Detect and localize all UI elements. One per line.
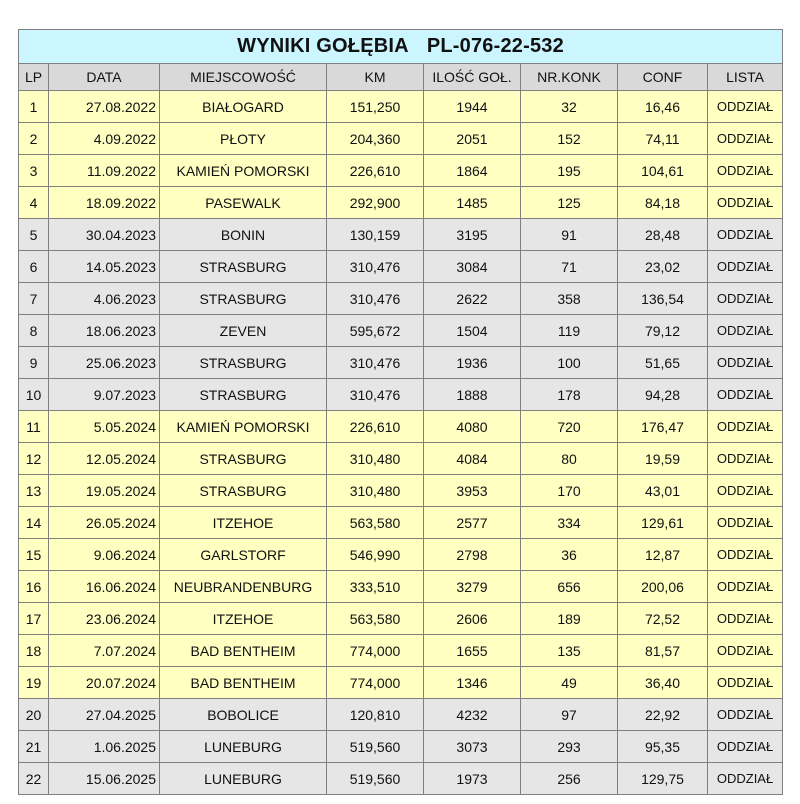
cell-km: 774,000 xyxy=(327,667,424,699)
header-row xyxy=(19,64,783,91)
cell-conf: 79,12 xyxy=(618,315,708,347)
cell-data: 16.06.2024 xyxy=(49,571,160,603)
cell-miejscowosc: ITZEHOE xyxy=(160,507,327,539)
header-nrkonk: NR.KONK xyxy=(521,64,618,91)
cell-nrkonk: 97 xyxy=(521,699,618,731)
cell-lp: 3 xyxy=(19,155,49,187)
table-row xyxy=(19,635,783,667)
cell-data: 30.04.2023 xyxy=(49,219,160,251)
table-row xyxy=(19,155,783,187)
cell-ilosc: 3279 xyxy=(424,571,521,603)
header-lista: LISTA xyxy=(708,64,783,91)
cell-conf: 129,75 xyxy=(618,763,708,795)
cell-nrkonk: 119 xyxy=(521,315,618,347)
table-row xyxy=(19,411,783,443)
cell-lista: ODDZIAŁ xyxy=(708,283,783,315)
header-data: DATA xyxy=(49,64,160,91)
cell-lista: ODDZIAŁ xyxy=(708,347,783,379)
cell-miejscowosc: STRASBURG xyxy=(160,379,327,411)
cell-data: 5.05.2024 xyxy=(49,411,160,443)
cell-miejscowosc: GARLSTORF xyxy=(160,539,327,571)
title-row xyxy=(19,30,783,64)
cell-lista: ODDZIAŁ xyxy=(708,411,783,443)
cell-ilosc: 4080 xyxy=(424,411,521,443)
cell-conf: 129,61 xyxy=(618,507,708,539)
cell-data: 18.06.2023 xyxy=(49,315,160,347)
cell-km: 595,672 xyxy=(327,315,424,347)
cell-lista: ODDZIAŁ xyxy=(708,443,783,475)
cell-nrkonk: 293 xyxy=(521,731,618,763)
table-row xyxy=(19,699,783,731)
cell-km: 310,476 xyxy=(327,347,424,379)
cell-lp: 13 xyxy=(19,475,49,507)
cell-km: 310,476 xyxy=(327,251,424,283)
cell-data: 4.09.2022 xyxy=(49,123,160,155)
cell-lp: 12 xyxy=(19,443,49,475)
table-row xyxy=(19,283,783,315)
cell-nrkonk: 91 xyxy=(521,219,618,251)
cell-nrkonk: 178 xyxy=(521,379,618,411)
table-row xyxy=(19,187,783,219)
cell-km: 519,560 xyxy=(327,763,424,795)
cell-km: 130,159 xyxy=(327,219,424,251)
table-row xyxy=(19,507,783,539)
cell-data: 23.06.2024 xyxy=(49,603,160,635)
cell-lista: ODDZIAŁ xyxy=(708,187,783,219)
cell-lista: ODDZIAŁ xyxy=(708,123,783,155)
cell-nrkonk: 135 xyxy=(521,635,618,667)
cell-nrkonk: 100 xyxy=(521,347,618,379)
cell-conf: 74,11 xyxy=(618,123,708,155)
cell-km: 310,476 xyxy=(327,379,424,411)
cell-miejscowosc: NEUBRANDENBURG xyxy=(160,571,327,603)
cell-ilosc: 4232 xyxy=(424,699,521,731)
cell-ilosc: 1346 xyxy=(424,667,521,699)
cell-km: 563,580 xyxy=(327,507,424,539)
cell-miejscowosc: LUNEBURG xyxy=(160,731,327,763)
header-ilosc: ILOŚĆ GOŁ. xyxy=(424,64,521,91)
cell-conf: 81,57 xyxy=(618,635,708,667)
cell-km: 310,476 xyxy=(327,283,424,315)
table-row xyxy=(19,347,783,379)
table-row xyxy=(19,667,783,699)
cell-miejscowosc: STRASBURG xyxy=(160,347,327,379)
results-sheet xyxy=(18,29,782,795)
cell-km: 519,560 xyxy=(327,731,424,763)
cell-km: 226,610 xyxy=(327,411,424,443)
cell-lp: 6 xyxy=(19,251,49,283)
cell-conf: 43,01 xyxy=(618,475,708,507)
cell-ilosc: 2051 xyxy=(424,123,521,155)
cell-miejscowosc: PŁOTY xyxy=(160,123,327,155)
cell-lista: ODDZIAŁ xyxy=(708,251,783,283)
cell-conf: 176,47 xyxy=(618,411,708,443)
cell-miejscowosc: KAMIEŃ POMORSKI xyxy=(160,411,327,443)
cell-lista: ODDZIAŁ xyxy=(708,507,783,539)
cell-lista: ODDZIAŁ xyxy=(708,219,783,251)
cell-data: 14.05.2023 xyxy=(49,251,160,283)
cell-data: 15.06.2025 xyxy=(49,763,160,795)
cell-km: 563,580 xyxy=(327,603,424,635)
cell-lista: ODDZIAŁ xyxy=(708,571,783,603)
cell-lp: 2 xyxy=(19,123,49,155)
cell-lista: ODDZIAŁ xyxy=(708,539,783,571)
cell-lista: ODDZIAŁ xyxy=(708,379,783,411)
cell-km: 774,000 xyxy=(327,635,424,667)
cell-conf: 95,35 xyxy=(618,731,708,763)
cell-nrkonk: 720 xyxy=(521,411,618,443)
cell-km: 204,360 xyxy=(327,123,424,155)
cell-lista: ODDZIAŁ xyxy=(708,91,783,123)
cell-nrkonk: 189 xyxy=(521,603,618,635)
cell-data: 26.05.2024 xyxy=(49,507,160,539)
cell-data: 7.07.2024 xyxy=(49,635,160,667)
cell-data: 1.06.2025 xyxy=(49,731,160,763)
table-row xyxy=(19,251,783,283)
cell-data: 19.05.2024 xyxy=(49,475,160,507)
cell-data: 4.06.2023 xyxy=(49,283,160,315)
cell-ilosc: 4084 xyxy=(424,443,521,475)
cell-conf: 16,46 xyxy=(618,91,708,123)
cell-lp: 15 xyxy=(19,539,49,571)
cell-nrkonk: 71 xyxy=(521,251,618,283)
table-row xyxy=(19,379,783,411)
cell-lp: 9 xyxy=(19,347,49,379)
table-row xyxy=(19,763,783,795)
cell-nrkonk: 170 xyxy=(521,475,618,507)
cell-data: 11.09.2022 xyxy=(49,155,160,187)
cell-lp: 7 xyxy=(19,283,49,315)
table-row xyxy=(19,123,783,155)
cell-lp: 11 xyxy=(19,411,49,443)
cell-lista: ODDZIAŁ xyxy=(708,763,783,795)
table-row xyxy=(19,571,783,603)
cell-nrkonk: 32 xyxy=(521,91,618,123)
cell-nrkonk: 49 xyxy=(521,667,618,699)
cell-conf: 12,87 xyxy=(618,539,708,571)
cell-miejscowosc: ITZEHOE xyxy=(160,603,327,635)
cell-lista: ODDZIAŁ xyxy=(708,603,783,635)
table-body xyxy=(19,91,783,795)
cell-miejscowosc: STRASBURG xyxy=(160,283,327,315)
cell-data: 9.06.2024 xyxy=(49,539,160,571)
cell-miejscowosc: LUNEBURG xyxy=(160,763,327,795)
cell-lista: ODDZIAŁ xyxy=(708,475,783,507)
cell-miejscowosc: BAD BENTHEIM xyxy=(160,635,327,667)
cell-lista: ODDZIAŁ xyxy=(708,155,783,187)
cell-km: 333,510 xyxy=(327,571,424,603)
table-row xyxy=(19,315,783,347)
cell-nrkonk: 358 xyxy=(521,283,618,315)
header-miejscowosc: MIEJSCOWOŚĆ xyxy=(160,64,327,91)
cell-lp: 5 xyxy=(19,219,49,251)
cell-km: 310,480 xyxy=(327,475,424,507)
table-row xyxy=(19,219,783,251)
table-row xyxy=(19,91,783,123)
cell-data: 18.09.2022 xyxy=(49,187,160,219)
cell-km: 292,900 xyxy=(327,187,424,219)
cell-ilosc: 2577 xyxy=(424,507,521,539)
cell-miejscowosc: BIAŁOGARD xyxy=(160,91,327,123)
header-lp: LP xyxy=(19,64,49,91)
cell-data: 27.08.2022 xyxy=(49,91,160,123)
cell-conf: 22,92 xyxy=(618,699,708,731)
cell-lp: 17 xyxy=(19,603,49,635)
cell-miejscowosc: KAMIEŃ POMORSKI xyxy=(160,155,327,187)
cell-ilosc: 3195 xyxy=(424,219,521,251)
cell-lp: 1 xyxy=(19,91,49,123)
cell-data: 25.06.2023 xyxy=(49,347,160,379)
header-km: KM xyxy=(327,64,424,91)
cell-nrkonk: 195 xyxy=(521,155,618,187)
cell-ilosc: 1936 xyxy=(424,347,521,379)
cell-nrkonk: 80 xyxy=(521,443,618,475)
cell-miejscowosc: BOBOLICE xyxy=(160,699,327,731)
cell-lista: ODDZIAŁ xyxy=(708,699,783,731)
cell-conf: 28,48 xyxy=(618,219,708,251)
cell-miejscowosc: BONIN xyxy=(160,219,327,251)
table-row xyxy=(19,475,783,507)
cell-nrkonk: 334 xyxy=(521,507,618,539)
cell-km: 310,480 xyxy=(327,443,424,475)
cell-ilosc: 1944 xyxy=(424,91,521,123)
cell-lp: 14 xyxy=(19,507,49,539)
cell-miejscowosc: ZEVEN xyxy=(160,315,327,347)
cell-ilosc: 2798 xyxy=(424,539,521,571)
title-text: WYNIKI GOŁĘBIA xyxy=(237,35,409,57)
cell-ilosc: 2622 xyxy=(424,283,521,315)
cell-ilosc: 2606 xyxy=(424,603,521,635)
cell-km: 151,250 xyxy=(327,91,424,123)
cell-lp: 18 xyxy=(19,635,49,667)
cell-data: 12.05.2024 xyxy=(49,443,160,475)
table-row xyxy=(19,443,783,475)
cell-data: 27.04.2025 xyxy=(49,699,160,731)
cell-nrkonk: 152 xyxy=(521,123,618,155)
cell-lp: 10 xyxy=(19,379,49,411)
cell-km: 226,610 xyxy=(327,155,424,187)
cell-nrkonk: 256 xyxy=(521,763,618,795)
cell-ilosc: 1485 xyxy=(424,187,521,219)
cell-ilosc: 3953 xyxy=(424,475,521,507)
cell-lista: ODDZIAŁ xyxy=(708,315,783,347)
cell-nrkonk: 125 xyxy=(521,187,618,219)
cell-data: 20.07.2024 xyxy=(49,667,160,699)
cell-conf: 19,59 xyxy=(618,443,708,475)
cell-ilosc: 1864 xyxy=(424,155,521,187)
cell-conf: 84,18 xyxy=(618,187,708,219)
cell-conf: 23,02 xyxy=(618,251,708,283)
cell-km: 120,810 xyxy=(327,699,424,731)
table-row xyxy=(19,731,783,763)
cell-conf: 200,06 xyxy=(618,571,708,603)
cell-miejscowosc: PASEWALK xyxy=(160,187,327,219)
cell-conf: 36,40 xyxy=(618,667,708,699)
table-row xyxy=(19,603,783,635)
cell-km: 546,990 xyxy=(327,539,424,571)
results-table xyxy=(18,29,783,795)
cell-data: 9.07.2023 xyxy=(49,379,160,411)
pigeon-ring-code: PL-076-22-532 xyxy=(426,35,564,57)
cell-lista: ODDZIAŁ xyxy=(708,731,783,763)
cell-miejscowosc: STRASBURG xyxy=(160,251,327,283)
cell-lp: 20 xyxy=(19,699,49,731)
cell-nrkonk: 656 xyxy=(521,571,618,603)
cell-ilosc: 3084 xyxy=(424,251,521,283)
cell-miejscowosc: BAD BENTHEIM xyxy=(160,667,327,699)
cell-ilosc: 1888 xyxy=(424,379,521,411)
cell-ilosc: 3073 xyxy=(424,731,521,763)
cell-conf: 94,28 xyxy=(618,379,708,411)
header-conf: CONF xyxy=(618,64,708,91)
cell-conf: 72,52 xyxy=(618,603,708,635)
cell-miejscowosc: STRASBURG xyxy=(160,475,327,507)
cell-lp: 8 xyxy=(19,315,49,347)
table-row xyxy=(19,539,783,571)
cell-conf: 136,54 xyxy=(618,283,708,315)
table-title xyxy=(19,30,783,64)
cell-lp: 19 xyxy=(19,667,49,699)
cell-lista: ODDZIAŁ xyxy=(708,635,783,667)
cell-conf: 51,65 xyxy=(618,347,708,379)
cell-lista: ODDZIAŁ xyxy=(708,667,783,699)
cell-ilosc: 1655 xyxy=(424,635,521,667)
cell-ilosc: 1504 xyxy=(424,315,521,347)
cell-lp: 16 xyxy=(19,571,49,603)
cell-lp: 22 xyxy=(19,763,49,795)
cell-lp: 21 xyxy=(19,731,49,763)
cell-miejscowosc: STRASBURG xyxy=(160,443,327,475)
cell-nrkonk: 36 xyxy=(521,539,618,571)
cell-conf: 104,61 xyxy=(618,155,708,187)
cell-ilosc: 1973 xyxy=(424,763,521,795)
cell-lp: 4 xyxy=(19,187,49,219)
